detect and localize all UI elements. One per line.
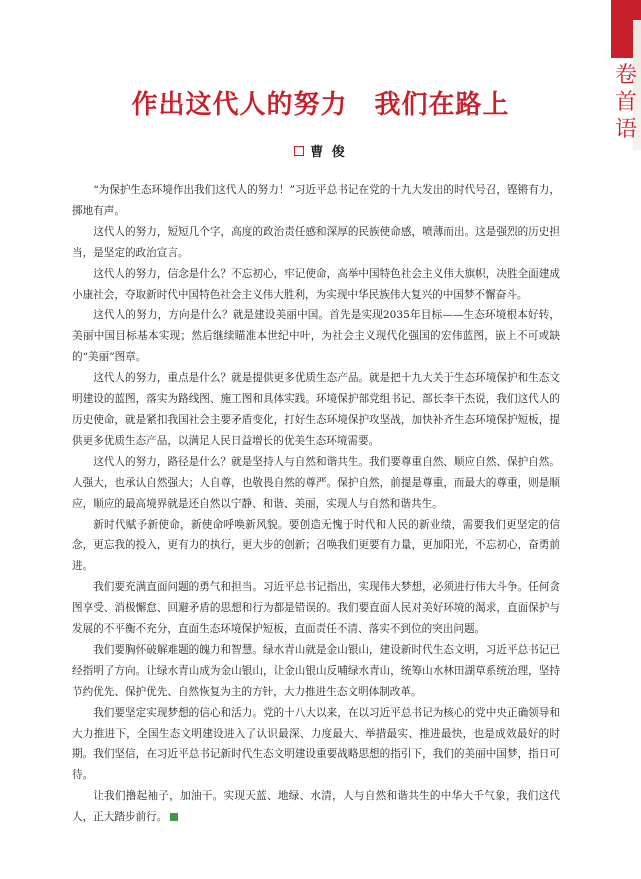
paragraph: 这代人的努力，路径是什么？就是坚持人与自然和谐共生。我们要尊重自然、顺应自然、保护自然。人强大，也承认自然强大；人自尊，也敬畏自然的尊严。保护自然，前提是尊重，而最大的尊重，则是顺应，顺应的最高境界就是还自然以宁静、和谐、美丽，实现人与自然和谐共生。	[72, 455, 560, 510]
paragraph: 我们要胸怀破解难题的魄力和智慧。绿水青山就是金山银山，建设新时代生态文明，习近平总书记已经指明了方向。让绿水青山成为金山银山，让金山银山反哺绿水青山，统筹山水林田湖草系统治理，坚持节约优先、保护优先、自然恢复为主的方针，大力推进生态文明体制改革。	[72, 643, 560, 698]
paragraph: 我们要坚定实现梦想的信心和活力。党的十八大以来，在以习近平总书记为核心的党中央正确领导和大力推进下，全国生态文明建设进入了认识最深、力度最大、举措最实、推进最快，也是成效最好的时期。我们坚信，在习近平总书记新时代生态文明建设重要战略思想的指引下，我们的美丽中国梦，指日可待。	[72, 706, 560, 782]
article-title: 作出这代人的努力 我们在路上	[131, 90, 510, 120]
paragraph: 这代人的努力，短短几个字，高度的政治责任感和深厚的民族使命感，喷薄而出。这是强烈的历史担当，是坚定的政治宣言。	[72, 225, 560, 259]
section-label-char: 首	[614, 90, 637, 115]
paragraph: 这代人的努力，方向是什么？就是建设美丽中国。首先是实现2035年目标——生态环境根本好转，美丽中国目标基本实现；然后继续瞄准本世纪中叶，为社会主义现代化强国的宏伟蓝图，嵌上不可或缺的“美丽”图章。	[72, 309, 560, 364]
section-label-char: 语	[614, 117, 637, 142]
paragraph: 这代人的努力，信念是什么？不忘初心，牢记使命，高举中国特色社会主义伟大旗帜，决胜全面建成小康社会，夺取新时代中国特色社会主义伟大胜利，为实现中华民族伟大复兴的中国梦不懈奋斗。	[72, 267, 560, 301]
end-mark-icon	[170, 813, 178, 821]
author-square-icon	[294, 146, 304, 156]
author-name: 曹 俊	[310, 145, 347, 160]
paragraph: 新时代赋予新使命，新使命呼唤新风貌。要创造无愧于时代和人民的新业绩，需要我们更坚定的信念，更忘我的投入，更有力的执行，更大步的创新；召唤我们更要有力量，更加阳光，不忘初心，奋勇前进。	[72, 518, 560, 573]
paragraph-text: 让我们撸起袖子，加油干。实现天蓝、地绿、水清，人与自然和谐共生的中华大千气象，我们这代人，正大踏步前行。	[72, 790, 560, 824]
paragraph: “为保护生态环境作出我们这代人的努力！”习近平总书记在党的十九大发出的时代号召，铿锵有力，掷地有声。	[72, 184, 560, 217]
last-paragraph	[72, 786, 560, 828]
article-body	[72, 180, 560, 828]
paragraph: 这代人的努力，重点是什么？就是提供更多优质生态产品。就是把十九大关于生态环境保护和生态文明建设的蓝图，落实为路线图、施工图和具体实践。环境保护部党组书记、部长李干杰说，我们这代人的历史使命，就是紧扣我国社会主要矛盾变化，打好生态环境保护攻坚战，加快补齐生态环境保护短板，提供更多优质生态产品，以满足人民日益增长的优美生态环境需要。	[72, 372, 560, 447]
paragraph: 我们要充满直面问题的勇气和担当。习近平总书记指出，实现伟大梦想，必须进行伟大斗争。任何贪图享受、消极懈怠、回避矛盾的思想和行为都是错误的。我们要直面人民对美好环境的渴求，直面保护与发展的不平衡不充分，直面生态环境保护短板，直面责任不清、落实不到位的突出问题。	[72, 581, 560, 636]
author-line	[0, 141, 641, 160]
section-label-char: 卷	[614, 63, 637, 88]
